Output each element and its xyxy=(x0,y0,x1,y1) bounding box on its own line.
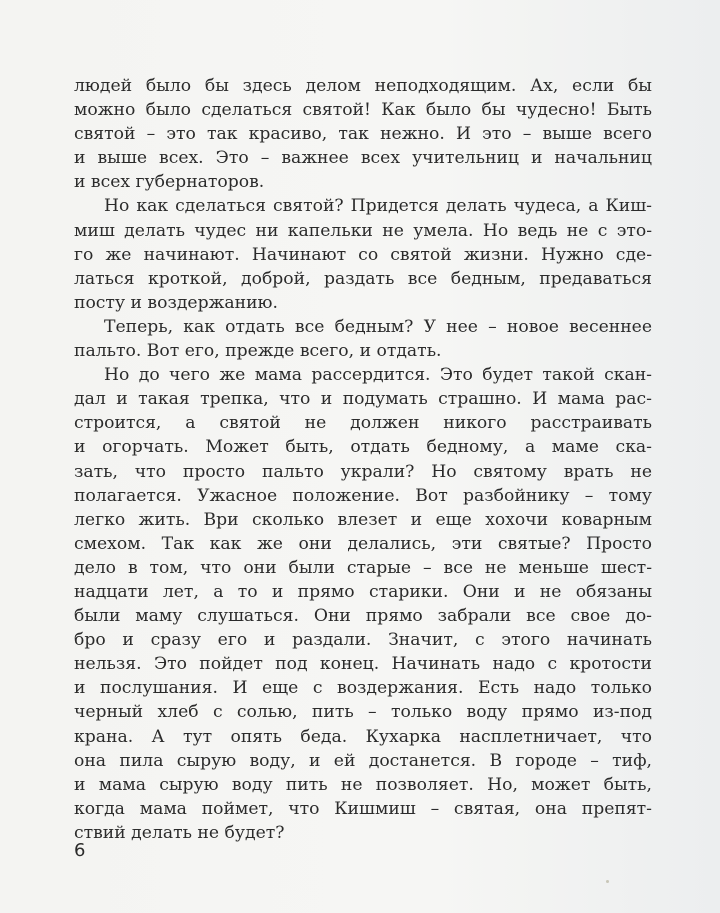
page-text xyxy=(74,74,652,845)
text-line: черный хлеб с солью, пить – только воду прямо из-под xyxy=(74,702,652,723)
paragraph-first-line: Теперь, как отдать все бедным? У нее – новое весеннее xyxy=(104,316,652,337)
paragraph-first-line: Но до чего же мама рассердится. Это будет такой скан- xyxy=(104,365,652,386)
text-line: святой – это так красиво, так нежно. И это – выше всего xyxy=(74,124,652,145)
paper-speck xyxy=(606,880,609,883)
text-line: дело в том, что они были старые – все не меньше шест- xyxy=(74,557,652,578)
text-line: когда мама поймет, что Кишмиш – святая, она препят- xyxy=(74,798,652,819)
text-line: и послушания. И еще с воздержания. Есть надо только xyxy=(74,678,652,699)
page-number: 6 xyxy=(74,840,86,861)
text-line: миш делать чудес ни капельки не умела. Но ведь не с это- xyxy=(74,220,652,241)
text-line: и выше всех. Это – важнее всех учительниц и начальниц xyxy=(74,148,652,169)
text-line: зать, что просто пальто украли? Но святому врать не xyxy=(74,461,652,482)
paragraph-first-line: Но как сделаться святой? Придется делать чудеса, а Киш- xyxy=(104,196,652,217)
text-line: и мама сырую воду пить не позволяет. Но, может быть, xyxy=(74,774,652,795)
text-line: были маму слушаться. Они прямо забрали все свое до- xyxy=(74,606,652,627)
text-line: строится, а святой не должен никого расстраивать xyxy=(74,413,652,434)
text-line: людей было бы здесь делом неподходящим. Ах, если бы xyxy=(74,76,652,96)
text-line: и огорчать. Может быть, отдать бедному, а маме ска- xyxy=(74,437,652,458)
text-line: надцати лет, а то и прямо старики. Они и не обязаны xyxy=(74,581,652,602)
text-line: она пила сырую воду, и ей достанется. В городе – тиф, xyxy=(74,750,652,771)
text-line: смехом. Так как же они делались, эти святые? Просто xyxy=(74,533,652,554)
text-line: легко жить. Ври сколько влезет и еще хохочи коварным xyxy=(74,509,652,530)
text-line: нельзя. Это пойдет под конец. Начинать надо с кротости xyxy=(74,654,652,675)
text-line: посту и воздержанию. xyxy=(74,292,278,313)
text-line: бро и сразу его и раздали. Значит, с этого начинать xyxy=(74,630,652,651)
text-line: ствий делать не будет? xyxy=(74,822,285,843)
text-line: го же начинают. Начинают со святой жизни. Нужно сде- xyxy=(74,244,652,265)
text-line: латься кроткой, доброй, раздать все бедным, предаваться xyxy=(74,268,652,289)
text-line: и всех губернаторов. xyxy=(74,172,265,193)
text-line: дал и такая трепка, что и подумать страшно. И мама рас- xyxy=(74,389,652,410)
text-line: полагается. Ужасное положение. Вот разбойнику – тому xyxy=(74,485,652,506)
text-line: можно было сделаться святой! Как было бы чудесно! Быть xyxy=(74,100,652,121)
text-line: пальто. Вот его, прежде всего, и отдать. xyxy=(74,341,442,362)
text-line: крана. А тут опять беда. Кухарка насплетничает, что xyxy=(74,726,652,747)
